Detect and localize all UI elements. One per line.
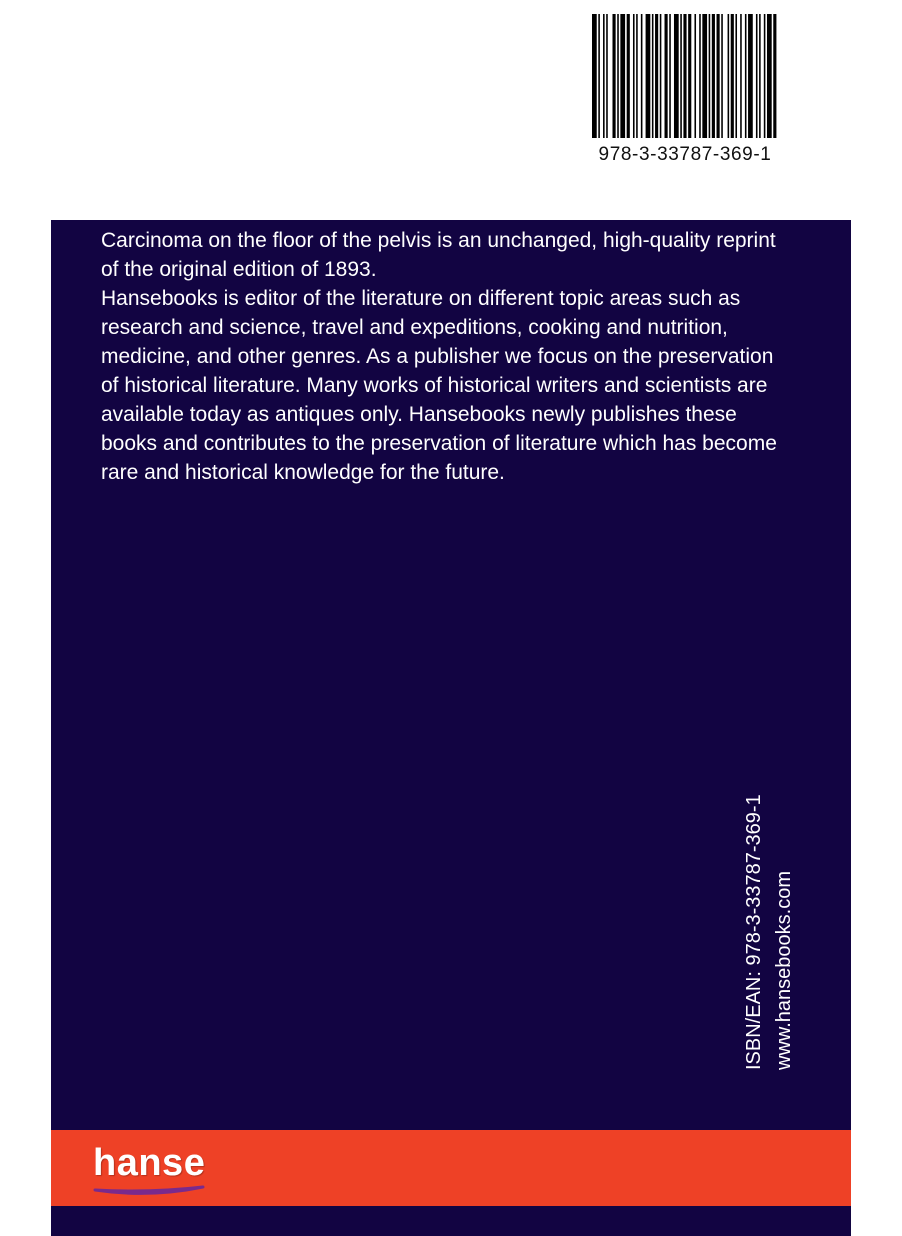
barcode-bar — [674, 14, 679, 138]
barcode-bar — [709, 14, 711, 138]
barcode-bar — [620, 14, 625, 138]
barcode-bar — [633, 14, 635, 138]
barcode-bar — [717, 14, 720, 138]
barcode-bar — [694, 14, 696, 138]
barcode-bar — [759, 14, 761, 138]
barcode-bar — [748, 14, 753, 138]
isbn-ean-text: ISBN/EAN: 978-3-33787-369-1 — [743, 794, 765, 1070]
barcode-bar — [627, 14, 630, 138]
barcode-bar — [688, 14, 691, 138]
barcode-bar — [612, 14, 615, 138]
barcode-bars — [592, 14, 778, 138]
barcode-bar — [669, 14, 671, 138]
blurb — [101, 226, 791, 487]
vertical-info — [739, 760, 811, 1070]
barcode-bar — [728, 14, 730, 138]
barcode-bar — [731, 14, 734, 138]
barcode-bar — [740, 14, 742, 138]
barcode-bar — [735, 14, 737, 138]
barcode-bar — [660, 14, 662, 138]
barcode-bar — [683, 14, 686, 138]
barcode-bar — [652, 14, 654, 138]
barcode — [588, 14, 782, 164]
blurb-paragraph-2: Hansebooks is editor of the literature on different topic areas such as research and science, travel and expeditions, cooking and nutrition, medicine, and other genres. As a publisher we focus on the preservation of historical literature. Many works of historical writers and scientists are available today as antiques only. Hansebooks newly publishes these books and contributes to the preservation of literature which has become rare and historical knowledge for the future. — [101, 287, 777, 484]
barcode-bar — [767, 14, 772, 138]
barcode-bar — [646, 14, 651, 138]
barcode-bar — [636, 14, 638, 138]
barcode-bar — [773, 14, 776, 138]
barcode-bar — [641, 14, 643, 138]
barcode-bar — [756, 14, 758, 138]
barcode-bar — [606, 14, 608, 138]
barcode-bar — [764, 14, 766, 138]
barcode-bar — [702, 14, 707, 138]
barcode-number: 978-3-33787-369-1 — [598, 144, 772, 165]
barcode-bar — [721, 14, 723, 138]
hanse-logo: hanse — [93, 1142, 206, 1184]
barcode-bar — [745, 14, 747, 138]
back-cover — [51, 220, 851, 1236]
barcode-bar — [592, 14, 597, 138]
barcode-bar — [598, 14, 600, 138]
publisher-band — [51, 1130, 851, 1206]
barcode-bar — [699, 14, 701, 138]
barcode-bar — [603, 14, 605, 138]
website-text: www.hansebooks.com — [773, 871, 795, 1070]
barcode-bar — [712, 14, 715, 138]
barcode-bar — [680, 14, 682, 138]
barcode-bar — [617, 14, 619, 138]
barcode-bar — [655, 14, 658, 138]
logo-swoosh-icon — [93, 1184, 205, 1196]
blurb-paragraph-1: Carcinoma on the floor of the pelvis is an unchanged, high-quality reprint of the original edition of 1893. — [101, 229, 776, 281]
barcode-bar — [665, 14, 668, 138]
